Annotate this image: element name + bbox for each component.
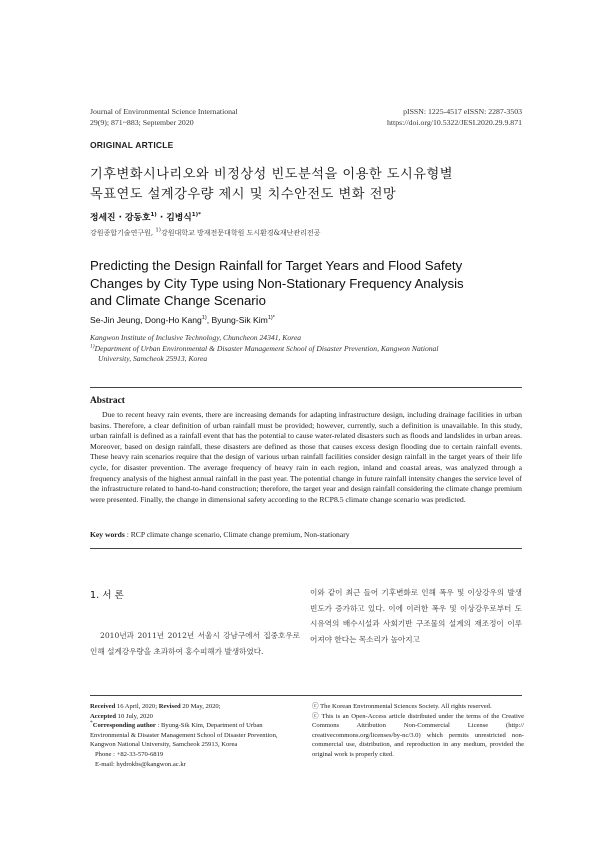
journal-header-right [387,107,522,128]
korean-affiliations [90,228,320,238]
english-author-affil-mark-1: 1) [201,315,207,322]
volume-issue: 29(9); 871~883; September 2020 [90,117,194,127]
corresponding-author [90,721,298,750]
journal-header-left [90,107,238,128]
keywords-list: : RCP climate change scenario, Climate change premium, Non-stationary [124,530,350,539]
article-history-footnote [90,702,298,769]
corresponding-mark: * [90,720,93,726]
license-notice: ⓒ This is an Open-Access article distributed under the terms of the Creative Commons Attribution Non-Commercial License (http:// creativecommons.org/licenses/by-nc/3.0) which permits unrestricted non-commercial use, distribution, and reproduction in any medium, provided the original work is properly cited. [312,712,524,758]
intro-paragraph-left: 2010년과 2011년 2012년 서울시 강남구에서 집중호우로 인해 설계강우량을 초과하여 홍수피해가 발생하였다. [90,631,300,656]
footnote-rule [90,695,522,696]
abstract-bottom-rule [90,548,522,549]
abstract-heading: Abstract [90,396,125,406]
copyright-notice: ⓒ The Korean Environmental Sciences Society. All rights reserved. [312,703,492,710]
korean-author-3: 김병식 [166,213,192,223]
english-affil-2 [90,344,520,355]
english-affil-2-mark: 1) [90,342,95,349]
english-author-3: , Byung-Sik Kim [206,315,268,325]
english-affil-2-line-a: Department of Urban Environmental & Disaster Management School of Disaster Prevention, Kangwon National [94,343,439,353]
corresponding-details: : Byung-Sik Kim, Department of Urban Environmental & Disaster Management School of Disaster Prevention, Kangwon National University, Samcheok 25913, Korea [90,722,278,749]
corresponding-label: Corresponding author [92,722,156,730]
section-heading-introduction: 1. 서 론 [90,590,124,601]
journal-name: Journal of Environmental Science International [90,107,238,116]
korean-title-line1: 기후변화시나리오와 비정상성 빈도분석을 이용한 도시유형별 [90,167,453,182]
issn: pISSN: 1225-4517 eISSN: 2287-3503 [403,107,522,116]
accepted-label: Accepted [90,712,116,720]
korean-author-3-affil-mark: 1)* [191,212,201,219]
korean-author-2-affil-mark: 1) [150,212,157,219]
korean-authors [90,210,201,223]
english-affil-1: Kangwon Institute of Inclusive Technology, Chuncheon 24341, Korea [90,333,301,342]
english-title [90,257,530,310]
english-affiliations [90,333,520,365]
korean-affil-1: 강원종합기술연구원, [90,229,156,237]
intro-paragraph-right: 이와 같이 최근 들어 기후변화로 인해 폭우 및 이상강우의 발생 빈도가 증가하고 있다. 이에 이러한 폭우 및 이상강우로부터 도시유역의 배수시설과 사회기반 구조물의 설계의 재조정이 이루어져야 한다는 목소리가 높아지고 [310,588,522,644]
keywords [90,530,522,539]
article-type-label: ORIGINAL ARTICLE [90,140,174,150]
abstract-top-rule [90,387,522,388]
korean-title-line2: 목표연도 설계강우량 제시 및 치수안전도 변화 전망 [90,187,397,202]
korean-author-1: 정세진 [90,213,116,223]
received-date: 16 April, 2020; [115,703,159,710]
english-authors [90,315,275,325]
received-dates [90,702,298,712]
accepted-dates [90,712,298,722]
accepted-date: 10 July, 2020 [116,712,153,720]
english-author-affil-mark-2: 1)* [267,315,275,322]
english-title-line1: Predicting the Design Rainfall for Target Years and Flood Safety [90,258,463,273]
english-title-line2: Changes by City Type using Non-Stationary Frequency Analysis [90,275,464,291]
english-affil-2-line-b: University, Samcheok 25913, Korea [98,354,208,363]
korean-author-2: 강동호 [124,213,151,223]
author-separator: · [156,213,167,223]
phone: Phone : +82-33-570-6819 [95,750,164,758]
abstract-body: Due to recent heavy rain events, there are increasing demands for adapting infrastructure design, including drainage facilities in urban basins. Therefore, a clear definition of urban rainfall must be provided; however, currently, such a definition is unavailable. In this study, urban rainfall is defined as a rainfall event that has the potential to cause water-related disasters such as floods and landslides in urban areas. Moreover, based on design rainfall, these disasters are defined as those that causes excess design flooding due to certain rainfall events. These heavy rain scenarios require that the design of various urban rainfall facilities consider design rainfall in the target years of their life cycle, for disaster prevention. The average frequency of heavy rain in each region, inland and coastal areas, was analyzed through a frequency analysis of the highest annual rainfall in the past year. The potential change in future rainfall intensity changes the service level of the infrastructure related to hand-to-hand construction; therefore, the target year and design rainfall considering the climate change premium were presented. Finally, the change in dimensional safety according to the RCP8.5 climate change scenario was predicted. [90,410,522,504]
english-authors-main: Se-Jin Jeung, Dong-Ho Kang [90,315,202,325]
korean-title [90,165,530,205]
revised-date: 20 May, 2020; [180,703,221,710]
received-label: Received [90,703,116,710]
license-footnote [312,702,524,760]
keywords-label: Key words [90,530,125,539]
revised-label: Revised [158,703,181,710]
english-title-line3: and Climate Change Scenario [90,293,266,308]
korean-affil-2-mark: 1) [155,227,161,234]
email[interactable]: E-mail: hydrokbs@kangwon.ac.kr [95,760,186,768]
doi-link[interactable]: https://doi.org/10.5322/JESI.2020.29.9.871 [386,117,522,127]
author-separator: · [115,213,125,223]
korean-affil-2: 강원대학교 방재전문대학원 도시환경&재난관리전공 [160,229,321,237]
